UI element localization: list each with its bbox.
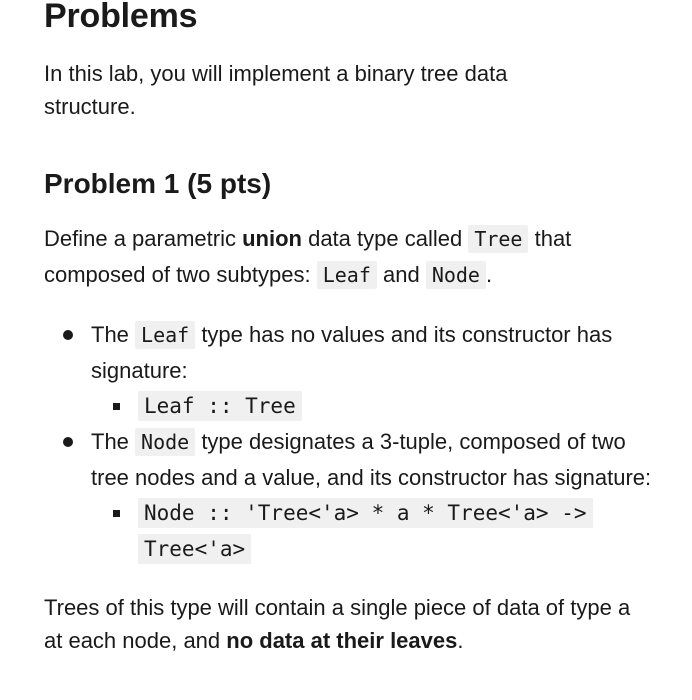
define-paragraph [44, 221, 644, 293]
node-signature-code: Node :: 'Tree<'a> * a * Tree<'a> -> Tree<'a> [138, 498, 593, 564]
leaf-code: Leaf [317, 261, 377, 289]
problem-1-title: Problem 1 (5 pts) [44, 168, 272, 199]
bullet-dot-icon [63, 437, 73, 447]
document [44, 0, 664, 657]
union-bold: union [242, 226, 302, 251]
node-signature-list [91, 495, 664, 567]
closing-bold: no data at their leaves [226, 628, 458, 653]
closing-text-2: . [457, 628, 464, 653]
bullet-square-icon [113, 403, 120, 410]
leaf-item-text-2: type has no values and its constructor has signature: [91, 322, 613, 383]
node-item-code: Node [135, 428, 195, 456]
node-signature-wrap [138, 495, 618, 567]
leaf-signature-list [91, 388, 664, 424]
leaf-signature-item [91, 388, 664, 424]
leaf-item-code: Leaf [135, 321, 195, 349]
leaf-item-text-1: The [91, 322, 136, 347]
bullet-square-icon [113, 510, 120, 517]
define-text-3: that composed of two subtypes: [44, 226, 572, 287]
node-item-text-2: type designates a 3-tuple, composed of two tree nodes and a value, and its constructor has signature: [91, 429, 652, 490]
define-text-4: and [376, 262, 426, 287]
page-title: Problems [44, 0, 198, 35]
define-text-2: data type called [301, 226, 469, 251]
define-text-1: Define a parametric [44, 226, 243, 251]
node-list-item [44, 424, 664, 567]
node-item-text-1: The [91, 429, 136, 454]
leaf-signature-code: Leaf :: Tree [138, 391, 302, 421]
node-code: Node [426, 261, 486, 289]
closing-text-1: Trees of this type will contain a single piece of data of type a at each node, and [44, 595, 631, 653]
subtype-list [44, 317, 664, 567]
tree-code: Tree [468, 225, 528, 253]
leaf-list-item [44, 317, 664, 424]
node-signature-item [91, 495, 664, 567]
closing-paragraph [44, 591, 644, 657]
intro-paragraph: In this lab, you will implement a binary tree data structure. [44, 61, 508, 119]
bullet-dot-icon [63, 330, 73, 340]
define-text-5: . [485, 262, 493, 287]
